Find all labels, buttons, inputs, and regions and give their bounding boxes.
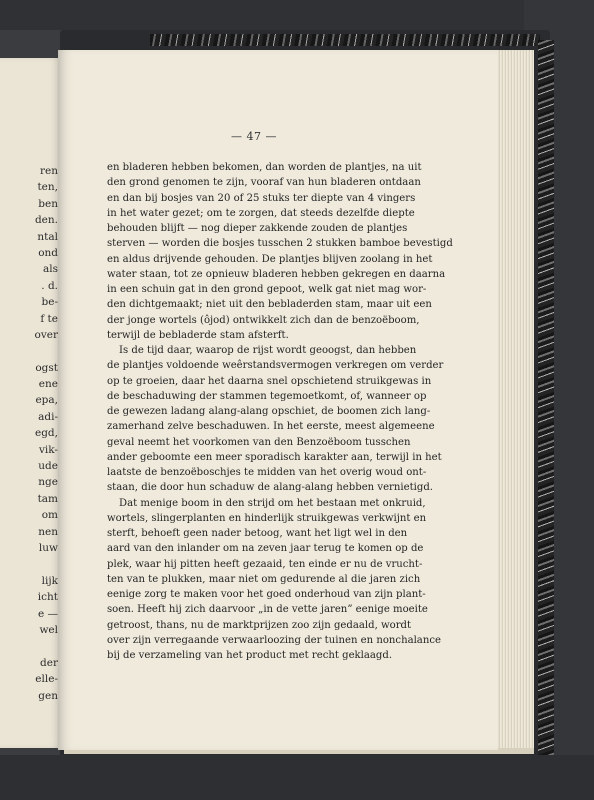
left-page-line: adi-: [38, 410, 58, 423]
text-line: getroost, thans, nu de marktprijzen zoo zijn gedaald, wordt: [107, 619, 412, 631]
text-line: den dichtgemaakt; niet uit den bebladerden stam, maar uit een: [107, 299, 432, 311]
text-line: ander geboomte een meer sporadisch karakter aan, terwijl in het: [107, 451, 442, 463]
text-line: zamerhand zelve beschaduwen. In het eerste, meest algemeene: [107, 421, 435, 433]
left-page-text: [0, 163, 62, 704]
left-page-line: e —: [37, 607, 58, 620]
text-line: in een schuin gat in den grond gepoot, welk gat niet mag wor-: [107, 284, 427, 295]
text-line: in het water gezet; om te zorgen, dat steeds dezelfde diepte: [107, 207, 415, 219]
text-line: sterven — worden die bosjes tusschen 2 stukken bamboe bevestigd: [107, 238, 453, 250]
text-line: geval neemt het voorkomen van den Benzoëboom tusschen: [107, 436, 411, 448]
left-page-line: ben: [38, 197, 58, 210]
text-line: sterft, behoeft geen nader betoog, want het ligt wel in den: [107, 528, 408, 539]
text-line: plek, waar hij pitten heeft gezaaid, ten einde er nu de vrucht-: [107, 558, 423, 570]
page-block-edge: [492, 50, 534, 750]
paragraph: [107, 496, 441, 664]
left-page-line: wel: [39, 623, 58, 636]
marbled-edge-right: [538, 40, 554, 760]
left-page-line: [0, 556, 58, 572]
left-page-line: der: [40, 656, 58, 669]
left-page-line: nge: [38, 476, 58, 489]
text-line: en aldus drijvende gehouden. De plantjes blijven zoolang in het: [107, 253, 433, 265]
page-number: — 47 —: [231, 130, 277, 143]
left-page-line: elle-: [35, 673, 58, 686]
left-page-line: luw: [38, 541, 58, 554]
left-page-line: [0, 343, 58, 359]
text-line: Is de tijd daar, waarop de rijst wordt geoogst, dan hebben: [119, 345, 417, 356]
text-line: over zijn verregaande verwaarloozing der tuinen en nonchalance: [107, 634, 441, 646]
text-line: terwijl de bebladerde stam afsterft.: [107, 329, 289, 341]
text-line: de plantjes voldoende weêrstandsvermogen verkregen om verder: [107, 360, 444, 372]
left-page-line: f te: [40, 312, 58, 325]
left-page-line: ren: [40, 165, 58, 177]
left-page-line: tam: [37, 492, 58, 505]
text-line: en dan bij bosjes van 20 of 25 stuks ter diepte van 4 vingers: [107, 192, 416, 204]
text-line: bij de verzameling van het product met recht geklaagd.: [107, 650, 393, 661]
paragraph: [107, 343, 444, 496]
text-line: de gewezen ladang alang-alang opschiet, de boomen zich lang-: [107, 406, 431, 417]
text-line: eenige zorg te maken voor het goed onderhoud van zijn plant-: [107, 589, 426, 600]
left-page-line: over: [34, 328, 58, 341]
page-body-text: [107, 160, 453, 663]
left-page-line: vik-: [38, 443, 58, 456]
left-page-line: . d.: [41, 279, 58, 292]
background-top: [0, 0, 594, 30]
text-line: de beschaduwing der stammen tegemoetkomt, of, wanneer op: [107, 390, 427, 402]
text-line: aard van den inlander om na zeven jaar terug te komen op de: [107, 543, 424, 555]
left-page-line: nen: [38, 525, 58, 538]
left-page-line: ntal: [37, 230, 58, 243]
left-page-line: als: [42, 263, 58, 276]
left-page-line: om: [41, 509, 58, 522]
left-page-line: be-: [41, 296, 58, 309]
paragraph: [107, 160, 453, 343]
text-line: der jonge wortels (ôjod) ontwikkelt zich dan de benzoëboom,: [107, 314, 420, 326]
left-page-line: ten,: [37, 181, 58, 194]
left-page-line: [0, 638, 58, 654]
left-page-line: lijk: [41, 574, 58, 587]
left-page-line: ene: [38, 378, 58, 391]
left-page-line: ogst: [35, 361, 58, 374]
text-line: op te groeien, daar het daarna snel opschietend struikgewas in: [107, 375, 432, 387]
text-line: soen. Heeft hij zich daarvoor „in de vette jaren” eenige moeite: [107, 604, 428, 616]
text-line: water staan, tot ze opnieuw bladeren hebben gekregen en daarna: [107, 268, 446, 280]
left-page-line: egd,: [35, 427, 58, 440]
left-page-line: ude: [38, 460, 58, 473]
text-line: en bladeren hebben bekomen, dan worden de plantjes, na uit: [107, 162, 422, 173]
text-line: staan, die door hun schaduw de alang-alang hebben vernietigd.: [107, 482, 433, 494]
left-page-line: ond: [38, 246, 58, 259]
text-line: ten van te plukken, maar niet om gedurende al die jaren zich: [107, 573, 421, 585]
text-line: wortels, slingerplanten en hinderlijk struikgewas verkwijnt en: [107, 512, 427, 524]
left-page-line: epa,: [35, 394, 58, 407]
background-bottom: [0, 755, 594, 800]
text-line: laatste de benzoëboschjes te midden van het overig woud ont-: [107, 467, 427, 478]
left-page-line: gen: [38, 689, 58, 702]
text-line: behouden blijft — nog dieper zakkende zouden de plantjes: [107, 223, 408, 234]
text-line: den grond genomen te zijn, vooraf van hun bladeren ontdaan: [107, 177, 421, 189]
text-line: Dat menige boom in den strijd om het bestaan met onkruid,: [119, 497, 426, 509]
marbled-edge-top: [150, 34, 540, 46]
left-page-line: icht: [37, 591, 58, 604]
left-page-line: den.: [34, 214, 58, 227]
